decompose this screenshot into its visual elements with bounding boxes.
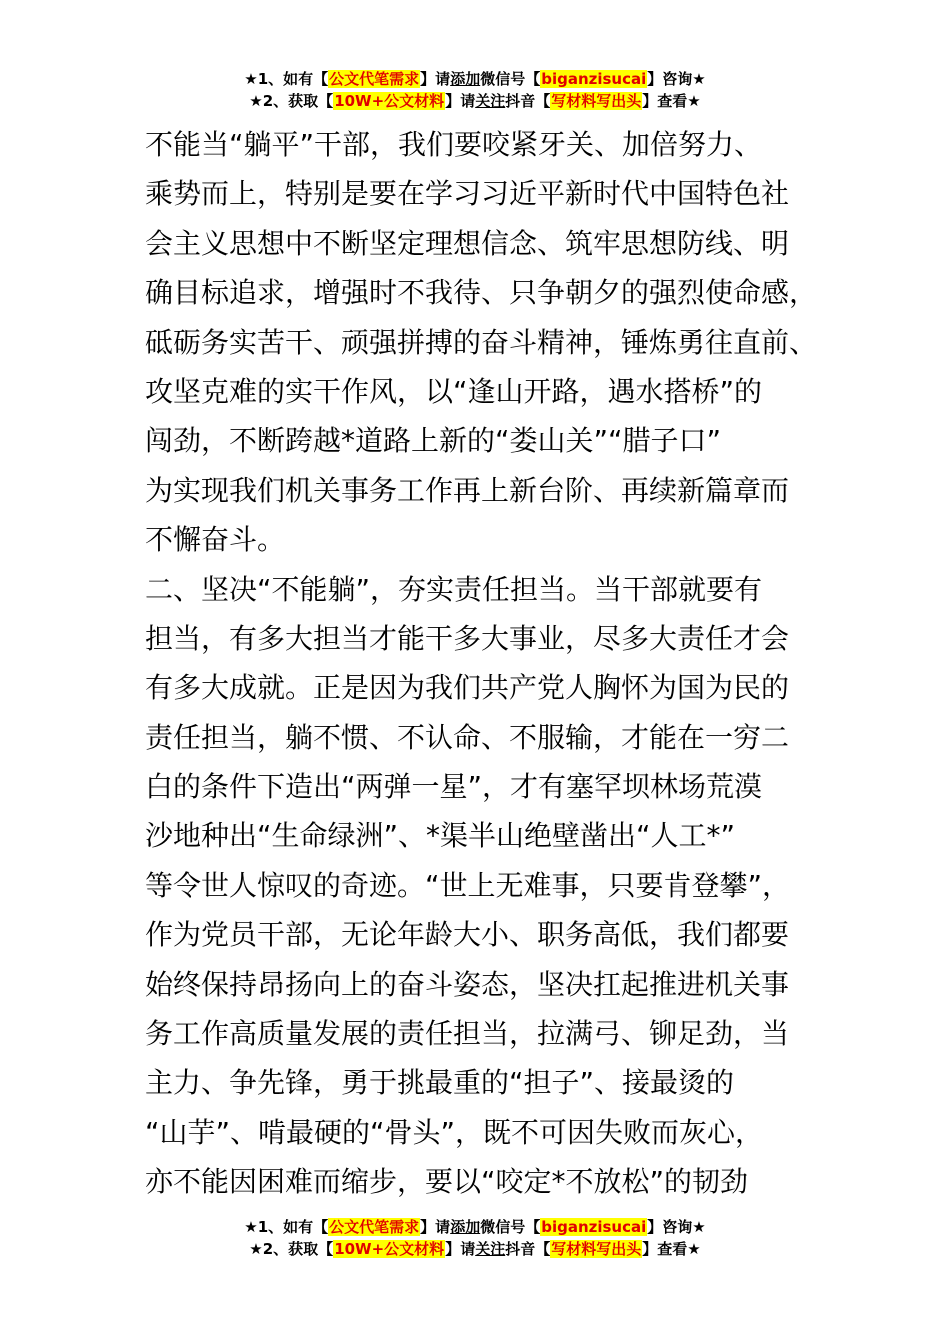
body-line: 会主义思想中不断坚定理想信念、筑牢思想防线、明 xyxy=(145,226,790,260)
banner-text: 】请 xyxy=(445,92,476,110)
banner-line-2 xyxy=(0,1238,950,1260)
banner-text: 】请 xyxy=(420,1218,451,1236)
body-line: 亦不能因困难而缩步，要以“咬定*不放松”的韧劲 xyxy=(145,1165,749,1199)
banner-text: 微信号【 xyxy=(480,1218,541,1236)
banner-emphasis: 关注 xyxy=(475,92,506,110)
banner-highlight-douyin-account: 写材料写出头 xyxy=(551,1240,642,1258)
banner-line-1 xyxy=(0,1216,950,1238)
banner-highlight-wechat-id: biganzisucai xyxy=(541,70,647,88)
banner-emphasis: 添加 xyxy=(450,1218,481,1236)
body-line: 确目标追求，增强时不我待、只争朝夕的强烈使命感， xyxy=(145,276,818,310)
banner-text: 抖音【 xyxy=(505,92,551,110)
banner-highlight-materials: 10W+公文材料 xyxy=(334,1240,445,1258)
banner-text: 】请 xyxy=(445,1240,476,1258)
banner-emphasis: 添加 xyxy=(450,70,481,88)
banner-highlight-douyin-account: 写材料写出头 xyxy=(551,92,642,110)
banner-text: ★2、获取【 xyxy=(249,92,334,110)
body-line: 不能当“躺平”干部，我们要咬紧牙关、加倍努力、 xyxy=(145,128,763,161)
header-banner xyxy=(0,68,950,112)
body-line: “山芋”、啃最硬的“骨头”，既不可因失败而灰心， xyxy=(145,1115,764,1149)
body-line: 主力、争先锋，勇于挑最重的“担子”、接最烫的 xyxy=(145,1066,735,1100)
banner-text: 】查看★ xyxy=(642,92,701,110)
banner-text: ★2、获取【 xyxy=(249,1240,334,1258)
banner-line-2 xyxy=(0,90,950,112)
body-line: 作为党员干部，无论年龄大小、职务高低，我们都要 xyxy=(145,918,790,952)
body-line: 砥砺务实苦干、顽强拼搏的奋斗精神，锤炼勇往直前、 xyxy=(145,325,818,359)
body-line: 为实现我们机关事务工作再上新台阶、再续新篇章而 xyxy=(145,473,790,507)
banner-text: 】咨询★ xyxy=(647,70,706,88)
section-heading-line: 二、坚决“不能躺”，夯实责任担当。当干部就要有 xyxy=(145,572,763,606)
banner-line-1 xyxy=(0,68,950,90)
banner-text: ★1、如有【 xyxy=(244,1218,329,1236)
body-line: 有多大成就。正是因为我们共产党人胸怀为国为民的 xyxy=(145,671,790,705)
banner-highlight-wechat-id: biganzisucai xyxy=(541,1218,647,1236)
banner-text: 抖音【 xyxy=(505,1240,551,1258)
banner-emphasis: 关注 xyxy=(475,1240,506,1258)
footer-banner xyxy=(0,1216,950,1260)
body-line: 担当，有多大担当才能干多大事业，尽多大责任才会 xyxy=(145,621,790,655)
body-line: 白的条件下造出“两弹一星”，才有塞罕坝林场荒漠 xyxy=(145,770,763,804)
body-line: 始终保持昂扬向上的奋斗姿态，坚决扛起推进机关事 xyxy=(145,967,790,1001)
body-line: 闯劲，不断跨越*道路上新的“娄山关”“腊子口” xyxy=(145,424,722,458)
banner-text: 】咨询★ xyxy=(647,1218,706,1236)
banner-text: 】请 xyxy=(420,70,451,88)
body-line: 等令世人惊叹的奇迹。“世上无难事，只要肯登攀”， xyxy=(145,868,791,902)
body-line: 务工作高质量发展的责任担当，拉满弓、铆足劲，当 xyxy=(145,1017,790,1051)
banner-highlight-materials: 10W+公文材料 xyxy=(334,92,445,110)
body-line: 乘势而上，特别是要在学习习近平新时代中国特色社 xyxy=(145,177,790,211)
document-body xyxy=(145,120,835,1207)
body-line: 沙地种出“生命绿洲”、*渠半山绝壁凿出“人工*” xyxy=(145,819,736,853)
body-line: 责任担当，躺不惯、不认命、不服输，才能在一穷二 xyxy=(145,720,790,754)
banner-text: 】查看★ xyxy=(642,1240,701,1258)
banner-highlight-service: 公文代笔需求 xyxy=(329,1218,420,1236)
body-line: 攻坚克难的实干作风，以“逢山开路，遇水搭桥”的 xyxy=(145,374,763,408)
body-line: 不懈奋斗。 xyxy=(145,523,286,557)
banner-highlight-service: 公文代笔需求 xyxy=(329,70,420,88)
banner-text: ★1、如有【 xyxy=(244,70,329,88)
banner-text: 微信号【 xyxy=(480,70,541,88)
